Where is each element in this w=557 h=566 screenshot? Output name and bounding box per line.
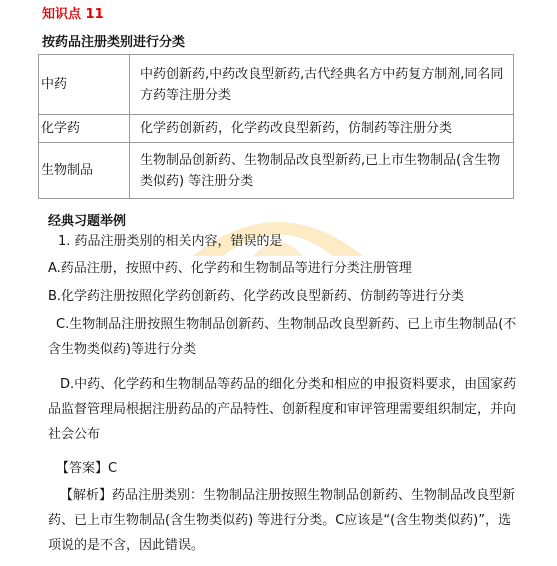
option-d: D.中药、化学药和生物制品等药品的细化分类和相应的申报资料要求，由国家药品监督管理局根据注册药品的产品特性、创新程度和审评管理需要组织制定，并向社会公布 xyxy=(48,377,517,442)
category-cell: 生物制品 xyxy=(39,143,130,199)
option-c: C.生物制品注册按照生物制品创新药、生物制品改良型新药、已上市生物制品(不含生物类似药)等进行分类 xyxy=(48,317,517,357)
category-cell: 化学药 xyxy=(39,115,130,143)
table-row xyxy=(39,115,514,143)
registration-category-table xyxy=(38,54,514,199)
question-text: 1. 药品注册类别的相关内容，错误的是 xyxy=(58,234,283,249)
option-a: A.药品注册，按照中药、化学药和生物制品等进行分类注册管理 xyxy=(48,261,412,276)
description-cell: 化学药创新药，化学药改良型新药，仿制药等注册分类 xyxy=(130,115,514,143)
examples-section-title: 经典习题举例 xyxy=(48,214,127,229)
category-cell: 中药 xyxy=(39,55,130,115)
option-b: B.化学药注册按照化学药创新药、化学药改良型新药、仿制药等进行分类 xyxy=(48,289,465,304)
section-subheading: 按药品注册类别进行分类 xyxy=(42,35,186,50)
description-cell: 中药创新药,中药改良型新药,古代经典名方中药复方制剂,同名同方药等注册分类 xyxy=(130,55,514,115)
answer-text: 【答案】C xyxy=(56,461,118,476)
explanation-text: 【解析】药品注册类别：生物制品注册按照生物制品创新药、生物制品改良型新药、已上市生物制品(含生物类似药) 等进行分类。C应该是“(含生物类似药)”，选项说的是不含，因此错误。 xyxy=(48,488,516,553)
table-row xyxy=(39,55,514,115)
knowledge-point-heading: 知识点 11 xyxy=(42,7,104,22)
description-cell: 生物制品创新药、生物制品改良型新药,已上市生物制品(含生物类似药) 等注册分类 xyxy=(130,143,514,199)
table-row xyxy=(39,143,514,199)
